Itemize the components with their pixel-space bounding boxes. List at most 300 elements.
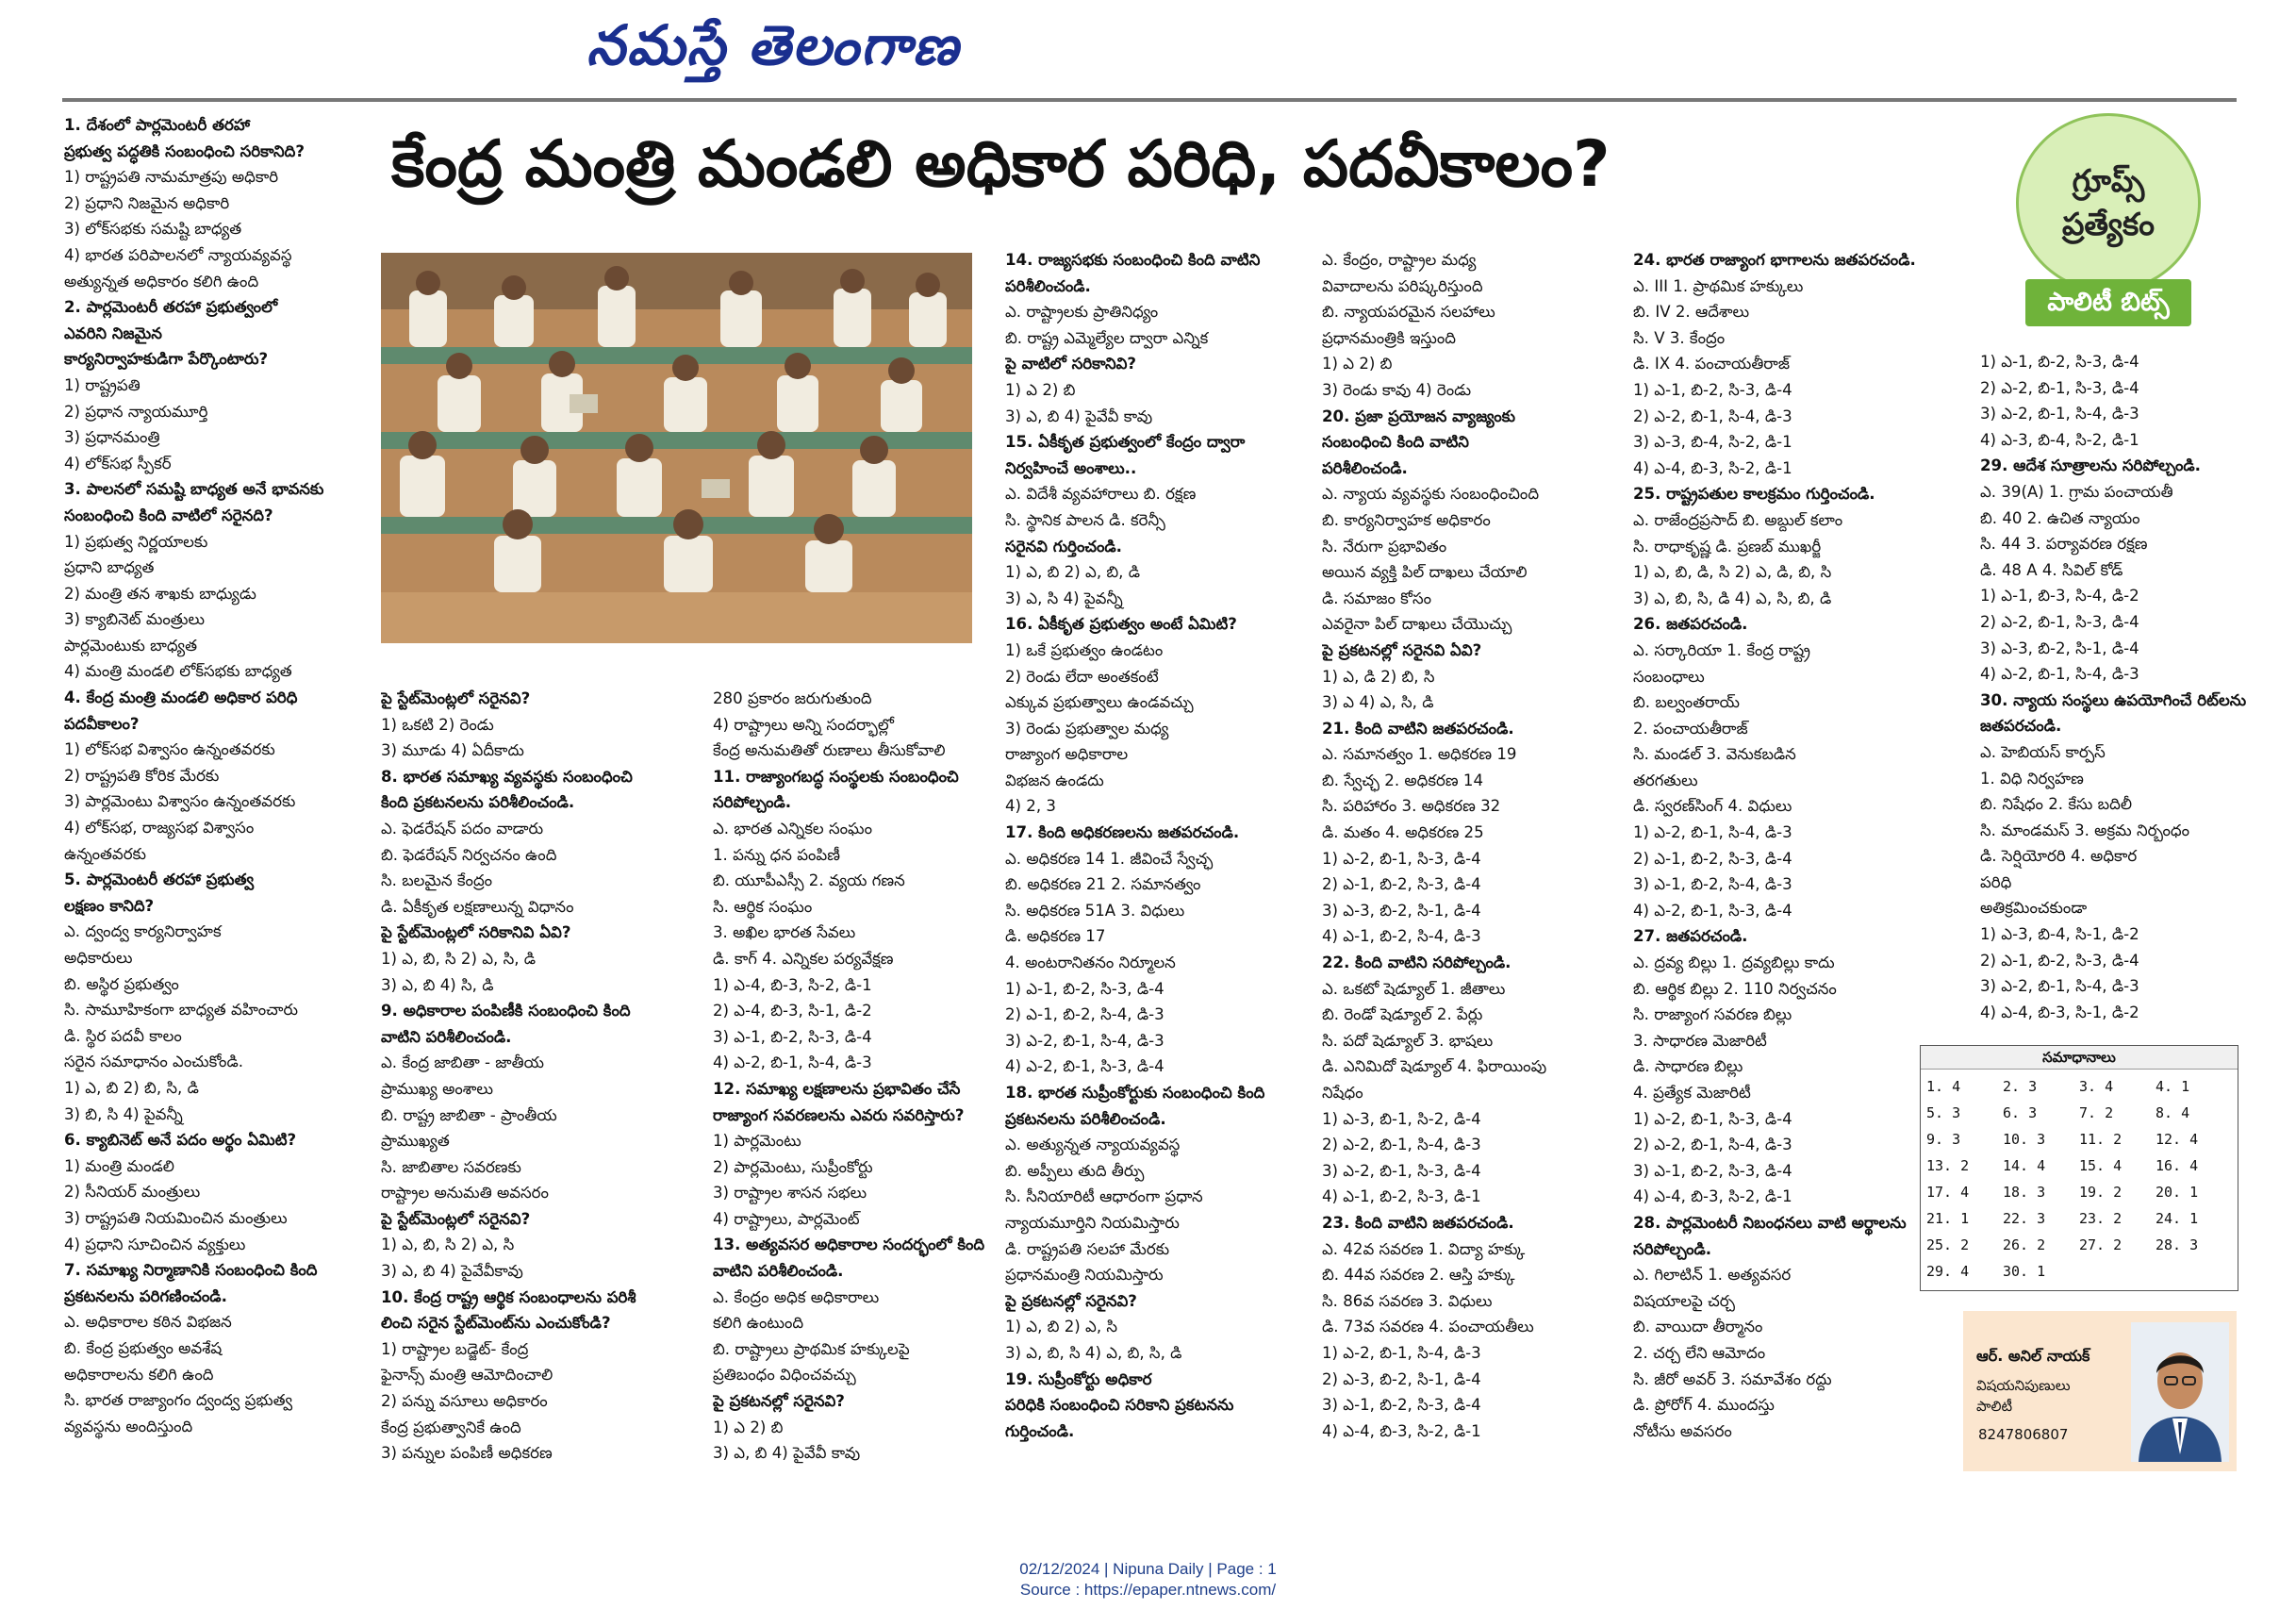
option-text: డి. రాష్ట్రపతి సలహా మేరకు xyxy=(1005,1239,1170,1258)
option-text: 1. పన్ను ధన పంపిణీ xyxy=(713,845,840,864)
option-text: న్యాయమూర్తిని నియమిస్తారు xyxy=(1005,1213,1180,1232)
answer-item: 22. 3 xyxy=(2003,1210,2046,1227)
question-text: 27. జతపరచండి. xyxy=(1633,927,1748,946)
question-text: సరైనవి గుర్తించండి. xyxy=(1005,537,1122,556)
question-text: ప్రభుత్వ పద్ధతికి సంబంధించి సరికానిది? xyxy=(64,141,306,160)
option-text: 3. అఖిల భారత సేవలు xyxy=(713,923,856,942)
question-text: పై ప్రకటనల్లో సరైనవి ఏవి? xyxy=(1322,640,1482,659)
question-text: పరిధికి సంబంధించి సరికాని ప్రకటనను xyxy=(1005,1396,1234,1415)
option-text: 4) ఎ-2, బి-1, సి-3, డి-4 xyxy=(1633,901,1792,920)
answer-item: 6. 3 xyxy=(2003,1104,2038,1121)
option-text: వివాదాలను పరిష్కరిస్తుంది xyxy=(1322,276,1483,295)
option-text: 1) ఎ 2) బి xyxy=(1322,355,1393,373)
option-text: 4) లోక్‌సభ, రాజ్యసభ విశ్వాసం xyxy=(64,819,255,838)
author-name: ఆర్. అనిల్ నాయక్ xyxy=(1976,1347,2090,1365)
option-text: సి. V 3. కేంద్రం xyxy=(1633,328,1726,347)
option-text: ప్రాముఖ్య అంశాలు xyxy=(381,1079,493,1098)
option-text: 1) రాష్ట్రపతి నామమాత్రపు అధికారి xyxy=(64,168,279,187)
answer-item: 7. 2 xyxy=(2079,1104,2114,1121)
answer-item: 2. 3 xyxy=(2003,1078,2038,1095)
option-text: 1) ఎ-3, బి-4, సి-1, డి-2 xyxy=(1980,925,2139,944)
answer-key-title: సమాధానాలు xyxy=(1921,1046,2238,1070)
option-text: నిషేధం xyxy=(1322,1084,1363,1102)
option-text: విషయాలపై చర్చ xyxy=(1633,1291,1735,1310)
option-text: 3) ఎ-2, బి-1, సి-3, డి-4 xyxy=(1322,1161,1481,1180)
option-text: డి. ఎనిమిదో షెడ్యూల్ 4. ఫిరాయింపు xyxy=(1322,1057,1547,1076)
option-text: 2) ఎ-2, బి-1, సి-3, డి-4 xyxy=(1980,378,2139,397)
answer-item: 20. 1 xyxy=(2156,1184,2199,1201)
option-text: 3) ఎ-2, బి-1, సి-4, డి-3 xyxy=(1005,1031,1165,1050)
option-text: 4) ఎ-4, బి-3, సి-2, డి-1 xyxy=(1633,1187,1792,1206)
option-text: 3) ఎ 4) ఎ, సి, డి xyxy=(1322,693,1434,712)
option-text: 3. సాధారణ మెజారిటీ xyxy=(1633,1031,1767,1050)
option-text: ఎ. భారత ఎన్నికల సంఘం xyxy=(713,819,872,838)
badge-tag: పాలిటీ బిట్స్ xyxy=(2025,279,2191,326)
option-text: 4) ఎ-4, బి-3, సి-2, డి-1 xyxy=(1633,458,1792,477)
option-text: ఎ. 42వ సవరణ 1. విద్యా హక్కు xyxy=(1322,1239,1526,1258)
option-text: 4) ఎ-2, బి-1, సి-4, డి-3 xyxy=(713,1053,872,1072)
question-text: గుర్తించండి. xyxy=(1005,1421,1075,1440)
footer-line-1: 02/12/2024 | Nipuna Daily | Page : 1 xyxy=(1019,1560,1277,1578)
option-text: 3) ఎ-2, బి-1, సి-4, డి-3 xyxy=(1980,405,2139,423)
option-text: 2) ఎ-1, బి-2, సి-4, డి-3 xyxy=(1005,1005,1165,1024)
question-text: పరిశీలించండి. xyxy=(1005,276,1091,295)
answer-item: 15. 4 xyxy=(2079,1157,2123,1174)
option-text: 2) ఎ-2, బి-1, సి-4, డి-3 xyxy=(1633,1136,1792,1154)
answer-item: 18. 3 xyxy=(2003,1184,2046,1201)
answer-item: 25. 2 xyxy=(1926,1236,1970,1253)
option-text: ఎ. 39(A) 1. గ్రామ పంచాయతీ xyxy=(1980,482,2173,501)
question-text: పై స్టేట్‌మెంట్లలో సరైనవి? xyxy=(381,1209,531,1228)
question-text: 25. రాష్ట్రపతుల కాలక్రమం గుర్తించండి. xyxy=(1633,485,1875,504)
question-text: 2. పార్లమెంటరీ తరహా ప్రభుత్వంలో xyxy=(64,298,278,317)
option-text: 4) లోక్‌సభ స్పీకర్ xyxy=(64,454,172,473)
option-text: 1) ఎ, బి 2) బి, సి, డి xyxy=(64,1078,199,1097)
option-text: 1) ఎ, బి, సి 2) ఎ, సి xyxy=(381,1236,515,1254)
option-text: 2) రెండు లేదా అంతకంటే xyxy=(1005,667,1159,686)
answer-item: 4. 1 xyxy=(2156,1078,2190,1095)
option-text: 3) ఎ, బి 4) పైవేవీ కావు xyxy=(1005,406,1153,425)
question-text: కింది ప్రకటనలను పరిశీలించండి. xyxy=(381,793,575,812)
option-text: 1) ఎ-1, బి-3, సి-4, డి-2 xyxy=(1980,587,2139,605)
option-text: డి. మతం 4. అధికరణ 25 xyxy=(1322,823,1484,842)
option-text: 4. అంటరానితనం నిర్మూలన xyxy=(1005,954,1176,972)
question-text: 5. పార్లమెంటరీ తరహా ప్రభుత్వ xyxy=(64,871,255,889)
question-text: నిర్వహించే అంశాలు.. xyxy=(1005,458,1137,477)
option-text: డి. ప్రోరోగ్ 4. ముందస్తు xyxy=(1633,1396,1775,1415)
option-text: బి. రాష్ట్రాలు ప్రాథమిక హక్కులపై xyxy=(713,1339,910,1358)
option-text: బి. వాయిదా తీర్మానం xyxy=(1633,1318,1763,1336)
option-text: 2) సీనియర్ మంత్రులు xyxy=(64,1183,201,1202)
question-text: 3. పాలనలో సమష్టి బాధ్యత అనే భావనకు xyxy=(64,480,324,499)
option-text: 1) ఎ 2) బి xyxy=(1005,380,1076,399)
option-text: ఎ. అత్యున్నత న్యాయవ్యవస్థ xyxy=(1005,1136,1181,1154)
option-text: 1) ఎ, బి 2) ఎ, బి, డి xyxy=(1005,563,1140,582)
author-photo xyxy=(2131,1322,2229,1462)
option-text: 3) రాష్ట్రపతి నియమించిన మంత్రులు xyxy=(64,1208,288,1227)
option-text: 1) మంత్రి మండలి xyxy=(64,1156,174,1175)
option-text: 2) ఎ-2, బి-1, సి-4, డి-3 xyxy=(1633,406,1792,425)
option-text: 280 ప్రకారం జరుగుతుంది xyxy=(713,689,872,707)
author-phone: 8247806807 xyxy=(1978,1426,2069,1443)
option-text: ఎ. సమానత్వం 1. అధికరణ 19 xyxy=(1322,745,1517,764)
option-text: డి. ఏకీకృత లక్షణాలున్న విధానం xyxy=(381,897,574,916)
option-text: సరైన సమాధానం ఎంచుకోండి. xyxy=(64,1053,244,1071)
answer-item: 3. 4 xyxy=(2079,1078,2114,1095)
option-text: సి. జీరో అవర్ 3. సమావేశం రద్దు xyxy=(1633,1369,1832,1388)
question-text: పై ప్రకటనల్లో సరైనవి? xyxy=(713,1392,845,1411)
option-text: 1) ప్రభుత్వ నిర్ణయాలకు xyxy=(64,532,208,551)
question-text: 21. కింది వాటిని జతపరచండి. xyxy=(1322,719,1514,738)
option-text: 1) ఒకే ప్రభుత్వం ఉండటం xyxy=(1005,640,1164,659)
option-text: 3) ఎ-3, బి-2, సి-1, డి-4 xyxy=(1980,639,2139,657)
option-text: 3) ఎ, బి 4) పైవేవీకావు xyxy=(381,1262,523,1281)
option-text: డి. సమాజం కోసం xyxy=(1322,589,1432,607)
option-text: 3) ఎ, బి 4) సి, డి xyxy=(381,975,494,994)
option-text: విభజన ఉండదు xyxy=(1005,771,1104,789)
question-text: వాటిని పరిశీలించండి. xyxy=(381,1027,512,1046)
answer-item: 13. 2 xyxy=(1926,1157,1970,1174)
question-text: 11. రాజ్యాంగబద్ధ సంస్థలకు సంబంధించి xyxy=(713,767,959,786)
option-text: అధికారులు xyxy=(64,949,133,967)
question-text: పై ప్రకటనల్లో సరైనవి? xyxy=(1005,1291,1137,1310)
option-text: బి. అప్పీలు తుది తీర్పు xyxy=(1005,1161,1145,1180)
option-text: 1) ఎ, డి 2) బి, సి xyxy=(1322,667,1435,686)
author-role-line-1: విషయనిపుణులు xyxy=(1976,1377,2071,1394)
option-text: 3) ఎ-1, బి-2, సి-4, డి-3 xyxy=(1633,875,1792,894)
answer-item: 30. 1 xyxy=(2003,1263,2046,1280)
answer-item: 11. 2 xyxy=(2079,1131,2123,1148)
question-text: 22. కింది వాటిని సరిపోల్చండి. xyxy=(1322,954,1511,972)
option-text: సి. ఆర్థిక సంఘం xyxy=(713,897,813,916)
option-text: సి. అధికరణ 51A 3. విధులు xyxy=(1005,901,1185,920)
option-text: బి. నిషేధం 2. కేసు బదిలీ xyxy=(1980,795,2132,814)
option-text: ప్రాముఖ్యత xyxy=(381,1132,450,1151)
question-text: 18. భారత సుప్రీంకోర్టుకు సంబంధించి కింది xyxy=(1005,1084,1265,1102)
option-text: 3) ఎ-3, బి-2, సి-1, డి-4 xyxy=(1322,901,1481,920)
option-text: 4) ఎ-4, బి-3, సి-1, డి-2 xyxy=(1980,1003,2139,1021)
option-text: డి. స్వరణ్‌సింగ్ 4. విధులు xyxy=(1633,797,1792,816)
option-text: బి. యూపీఎస్సీ 2. వ్యయ గణన xyxy=(713,871,905,890)
option-text: 1) ఒకటి 2) రెండు xyxy=(381,715,494,734)
question-text: 13. అత్యవసర అధికారాల సందర్భంలో కింది xyxy=(713,1236,985,1254)
parliament-photo-graphic xyxy=(381,253,972,643)
option-text: 2) మంత్రి తన శాఖకు బాధ్యుడు xyxy=(64,584,256,603)
parliament-photo xyxy=(381,253,972,643)
option-text: 1) రాష్ట్రపతి xyxy=(64,375,140,394)
option-text: కలిగి ఉంటుంది xyxy=(713,1314,804,1333)
option-text: ఎ. సర్కారియా 1. కేంద్ర రాష్ట్ర xyxy=(1633,640,1810,659)
question-text: పై వాటిలో సరికానివి? xyxy=(1005,355,1137,373)
option-text: బి. స్వేచ్ఛ 2. అధికరణ 14 xyxy=(1322,771,1483,789)
option-text: ఎ. రాష్ట్రాలకు ప్రాతినిధ్యం xyxy=(1005,303,1159,322)
option-text: ఎ. ద్రవ్య బిల్లు 1. ద్రవ్యబిల్లు కాదు xyxy=(1633,954,1835,972)
option-text: ప్రధానమంత్రికి ఇస్తుంది xyxy=(1322,328,1457,347)
option-text: సి. జాబితాల సవరణకు xyxy=(381,1157,521,1176)
option-text: 4) ఎ-3, బి-4, సి-2, డి-1 xyxy=(1980,430,2139,449)
option-text: సి. భారత రాజ్యాంగం ద్వంద్వ ప్రభుత్వ xyxy=(64,1391,293,1410)
option-text: 1) ఎ, బి, డి, సి 2) ఎ, డి, బి, సి xyxy=(1633,563,1832,582)
answer-item: 8. 4 xyxy=(2156,1104,2190,1121)
option-text: బి. ఫెడరేషన్ నిర్వచనం ఉంది xyxy=(381,845,557,864)
option-text: 1) ఎ, బి 2) ఎ, సి xyxy=(1005,1318,1118,1336)
option-text: నోటీసు అవసరం xyxy=(1633,1421,1732,1440)
option-text: 4) మంత్రి మండలి లోక్‌సభకు బాధ్యత xyxy=(64,662,292,681)
option-text: 2) పార్లమెంటు, సుప్రీంకోర్టు xyxy=(713,1157,873,1176)
option-text: బి. రాష్ట్ర జాబితా - ప్రాంతీయ xyxy=(381,1105,557,1124)
option-text: కేంద్ర అనుమతితో రుణాలు తీసుకోవాలి xyxy=(713,741,946,760)
option-text: సి. సామూహికంగా బాధ్యత వహించారు xyxy=(64,1001,299,1020)
option-text: ఉన్నంతవరకు xyxy=(64,844,146,863)
option-text: ప్రధానమంత్రి నియమిస్తారు xyxy=(1005,1266,1164,1285)
option-text: ఎ. రాజేంద్రప్రసాద్ బి. అబ్దుల్ కలాం xyxy=(1633,510,1843,529)
question-text: 26. జతపరచండి. xyxy=(1633,615,1748,634)
option-text: 1) ఎ-2, బి-1, సి-3, డి-4 xyxy=(1633,1109,1792,1128)
answer-item: 19. 2 xyxy=(2079,1184,2123,1201)
option-text: బి. న్యాయపరమైన సలహాలు xyxy=(1322,303,1495,322)
question-text: 12. సమాఖ్య లక్షణాలను ప్రభావితం చేసే xyxy=(713,1079,961,1098)
answer-item: 12. 4 xyxy=(2156,1131,2199,1148)
option-text: సి. స్థానిక పాలన డి. కరెన్సీ xyxy=(1005,510,1165,529)
option-text: 4. ప్రత్యేక మెజారిటీ xyxy=(1633,1084,1751,1102)
option-text: ఎక్కువ ప్రభుత్వాలు ఉండవచ్చు xyxy=(1005,693,1194,712)
question-text: 19. సుప్రీంకోర్టు అధికార xyxy=(1005,1369,1152,1388)
option-text: 2) ఎ-3, బి-2, సి-1, డి-4 xyxy=(1322,1369,1481,1388)
question-text: 9. అధికారాల పంపిణీకి సంబంధించి కింది xyxy=(381,1002,631,1020)
option-text: సి. 44 3. పర్యావరణ రక్షణ xyxy=(1980,535,2148,554)
option-text: సి. సీనియారిటీ ఆధారంగా ప్రధాన xyxy=(1005,1187,1203,1206)
option-text: 3) బి, సి 4) పైవన్నీ xyxy=(64,1104,183,1123)
option-text: 3) రెండు ప్రభుత్వాల మధ్య xyxy=(1005,719,1169,738)
option-text: సి. బలమైన కేంద్రం xyxy=(381,871,493,890)
option-text: బి. ఆర్థిక బిల్లు 2. 110 నిర్వచనం xyxy=(1633,979,1837,998)
masthead-logo: నమస్తే తెలంగాణ xyxy=(586,13,960,77)
option-text: డి. 73వ సవరణ 4. పంచాయతీలు xyxy=(1322,1318,1534,1336)
question-text: 6. క్యాబినెట్ అనే పదం అర్థం ఏమిటి? xyxy=(64,1131,297,1150)
option-text: వ్యవస్థను అందిస్తుంది xyxy=(64,1417,193,1435)
question-text: సంబంధించి కింది వాటిలో సరైనది? xyxy=(64,506,273,524)
question-text: 4. కేంద్ర మంత్రి మండలి అధికార పరిధి xyxy=(64,688,298,707)
option-text: 1) ఎ-1, బి-2, సి-3, డి-4 xyxy=(1633,380,1792,399)
badge-circle xyxy=(2016,113,2201,292)
question-text: సరిపోల్చండి. xyxy=(1633,1239,1712,1258)
answer-item: 14. 4 xyxy=(2003,1157,2046,1174)
option-text: 3) ఎ-3, బి-4, సి-2, డి-1 xyxy=(1633,433,1792,452)
question-text: 16. ఏకీకృత ప్రభుత్వం అంటే ఏమిటి? xyxy=(1005,615,1237,634)
answer-item: 24. 1 xyxy=(2156,1210,2199,1227)
question-text: ఎవరిని నిజమైన xyxy=(64,323,162,342)
option-text: 4) ఎ-1, బి-2, సి-3, డి-1 xyxy=(1322,1187,1481,1206)
question-column-7 xyxy=(1980,349,2254,1025)
option-text: ఎ. కేంద్రం అధిక అధికారాలు xyxy=(713,1287,880,1306)
option-text: కేంద్ర ప్రభుత్వానికే ఉంది xyxy=(381,1418,521,1436)
option-text: బి. కార్యనిర్వాహక అధికారం xyxy=(1322,510,1491,529)
question-column-1 xyxy=(64,112,362,1439)
question-text: రాజ్యాంగ సవరణలను ఎవరు సవరిస్తారు? xyxy=(713,1105,965,1124)
option-text: అధికారాలను కలిగి ఉంది xyxy=(64,1365,214,1384)
option-text: 1) లోక్‌సభ విశ్వాసం ఉన్నంతవరకు xyxy=(64,740,275,759)
option-text: ఎ. గిలాటిన్ 1. అత్యవసర xyxy=(1633,1266,1792,1285)
author-role-line-2: పాలిటీ xyxy=(1976,1398,2013,1415)
option-text: బి. అస్థిర ప్రభుత్వం xyxy=(64,974,179,993)
option-text: 2) ఎ-2, బి-1, సి-3, డి-4 xyxy=(1980,612,2139,631)
answer-item: 1. 4 xyxy=(1926,1078,1961,1095)
option-text: 2) ఎ-2, బి-1, సి-4, డి-3 xyxy=(1322,1136,1481,1154)
option-text: ఎ. కేంద్రం, రాష్ట్రాల మధ్య xyxy=(1322,251,1477,269)
option-text: 2. పంచాయతీరాజ్ xyxy=(1633,719,1748,738)
option-text: డి. కాగ్ 4. ఎన్నికల పర్యవేక్షణ xyxy=(713,949,894,968)
question-text: 20. ప్రజా ప్రయోజన వ్యాజ్యంకు xyxy=(1322,406,1516,425)
question-text: సరిపోల్చండి. xyxy=(713,793,792,812)
question-text: 8. భారత సమాఖ్య వ్యవస్థకు సంబంధించి xyxy=(381,767,633,786)
option-text: 3) ఎ-1, బి-2, సి-3, డి-4 xyxy=(713,1027,872,1046)
option-text: బి. 44వ సవరణ 2. ఆస్తి హక్కు xyxy=(1322,1266,1515,1285)
footer-line-2: Source : https://epaper.ntnews.com/ xyxy=(1019,1581,1277,1599)
question-text: జతపరచండి. xyxy=(1980,717,2062,736)
option-text: 3) ఎ-1, బి-2, సి-3, డి-4 xyxy=(1322,1396,1481,1415)
option-text: రాజ్యాంగ అధికారాల xyxy=(1005,745,1129,764)
question-text: 15. ఏకీకృత ప్రభుత్వంలో కేంద్రం ద్వారా xyxy=(1005,433,1246,452)
author-role xyxy=(1976,1375,2071,1417)
answer-item: 23. 2 xyxy=(2079,1210,2123,1227)
option-text: బి. బల్వంతరాయ్ xyxy=(1633,693,1740,712)
option-text: 1) ఎ-3, బి-1, సి-2, డి-4 xyxy=(1322,1109,1481,1128)
option-text: 3) రెండు కావు 4) రెండు xyxy=(1322,380,1472,399)
question-column-2 xyxy=(381,686,679,1467)
option-text: ఎ. అధికరణ 14 1. జీవించే స్వేచ్ఛ xyxy=(1005,849,1214,868)
option-text: 4) ఎ-1, బి-2, సి-4, డి-3 xyxy=(1322,927,1481,946)
question-text: 10. కేంద్ర రాష్ట్ర ఆర్థిక సంబంధాలను పరిశీ xyxy=(381,1287,636,1306)
question-text: 14. రాజ్యసభకు సంబంధించి కింది వాటిని xyxy=(1005,251,1261,269)
question-text: 7. సమాఖ్య నిర్మాణానికి సంబంధించి కింది xyxy=(64,1261,318,1280)
option-text: 4) రాష్ట్రాలు, పార్లమెంట్ xyxy=(713,1209,860,1228)
option-text: 2) ఎ-1, బి-2, సి-3, డి-4 xyxy=(1633,849,1792,868)
option-text: సి. రాధాకృష్ణ డి. ప్రణబ్ ముఖర్జీ xyxy=(1633,537,1822,556)
option-text: 1) ఎ-4, బి-3, సి-2, డి-1 xyxy=(713,975,872,994)
option-text: అయిన వ్యక్తి పిల్ దాఖలు చేయాలి xyxy=(1322,563,1528,582)
option-text: ఎ. ఫెడరేషన్ పదం వాడారు xyxy=(381,819,544,838)
option-text: సి. రాజ్యాంగ సవరణ బిల్లు xyxy=(1633,1005,1792,1024)
option-text: అతిక్రమించకుండా xyxy=(1980,899,2088,918)
question-text: పై స్టేట్‌మెంట్లలో సరైనవి? xyxy=(381,689,531,707)
option-text: 4) ఎ-4, బి-3, సి-2, డి-1 xyxy=(1322,1421,1481,1440)
option-text: సి. 86వ సవరణ 3. విధులు xyxy=(1322,1291,1493,1310)
option-text: 2) ప్రధాని నిజమైన అధికారి xyxy=(64,193,230,212)
option-text: బి. రెండో షెడ్యూల్ 2. పేర్లు xyxy=(1322,1005,1483,1024)
answer-item: 27. 2 xyxy=(2079,1236,2123,1253)
option-text: 3) లోక్‌సభకు సమష్టి బాధ్యత xyxy=(64,220,242,239)
answer-item: 26. 2 xyxy=(2003,1236,2046,1253)
option-text: సి. పదో షెడ్యూల్ 3. భాషలు xyxy=(1322,1031,1494,1050)
option-text: 4) రాష్ట్రాలు అన్ని సందర్భాల్లో xyxy=(713,715,895,734)
option-text: 3) పార్లమెంటు విశ్వాసం ఉన్నంతవరకు xyxy=(64,792,296,811)
option-text: 3) ఎ, సి 4) పైవన్నీ xyxy=(1005,589,1123,607)
option-text: డి. 48 A 4. సివిల్ కోడ్ xyxy=(1980,560,2123,579)
option-text: ఎ. న్యాయ వ్యవస్థకు సంబంధించింది xyxy=(1322,485,1540,504)
option-text: పార్లమెంటుకు బాధ్యత xyxy=(64,636,198,655)
question-text: 24. భారత రాజ్యాంగ భాగాలను జతపరచండి. xyxy=(1633,251,1916,269)
option-text: బి. రాష్ట్ర ఎమ్మెల్యేల ద్వారా ఎన్నిక xyxy=(1005,328,1209,347)
headline: కేంద్ర మంత్రి మండలి అధికార పరిధి, పదవీకాలం? xyxy=(391,127,1611,202)
option-text: అత్యున్నత అధికారం కలిగి ఉంది xyxy=(64,272,259,290)
badge-line-2: ప్రత్యేకం xyxy=(2061,206,2156,242)
question-text: ప్రకటనలను పరిశీలించండి. xyxy=(1005,1109,1166,1128)
option-text: ఎ. కేంద్ర జాబితా - జాతీయ xyxy=(381,1053,544,1072)
question-column-4 xyxy=(1005,247,1316,1444)
option-text: 4) ఎ-2, బి-1, సి-4, డి-3 xyxy=(1980,665,2139,684)
header-rule xyxy=(62,98,2237,102)
question-text: 28. పార్లమెంటరీ నిబంధనలు వాటి అర్థాలను xyxy=(1633,1213,1907,1232)
option-text: ప్రధాని బాధ్యత xyxy=(64,558,155,577)
question-text: 30. న్యాయ సంస్థలు ఉపయోగించే రిట్‌లను xyxy=(1980,690,2247,709)
option-text: తరగతులు xyxy=(1633,771,1698,789)
question-text: కార్యనిర్వాహకుడిగా పేర్కొంటారు? xyxy=(64,350,269,369)
option-text: 1) ఎ-2, బి-1, సి-4, డి-3 xyxy=(1633,823,1792,842)
option-text: డి. అధికరణ 17 xyxy=(1005,927,1106,946)
option-text: ఎ. ఒకటో షెడ్యూల్ 1. జీతాలు xyxy=(1322,979,1506,998)
option-text: 2) ఎ-4, బి-3, సి-1, డి-2 xyxy=(713,1002,872,1020)
option-text: 1) ఎ-2, బి-1, సి-3, డి-4 xyxy=(1322,849,1481,868)
option-text: 1) పార్లమెంటు xyxy=(713,1132,801,1151)
option-text: బి. కేంద్ర ప్రభుత్వం అవశేష xyxy=(64,1338,223,1357)
option-text: 1) రాష్ట్రాల బడ్జెట్- కేంద్ర xyxy=(381,1339,529,1358)
answer-item: 17. 4 xyxy=(1926,1184,1970,1201)
option-text: 4) భారత పరిపాలనలో న్యాయవ్యవస్థ xyxy=(64,245,292,264)
answer-item: 5. 3 xyxy=(1926,1104,1961,1121)
question-text: 29. ఆదేశ సూత్రాలను సరిపోల్చండి. xyxy=(1980,456,2201,475)
option-text: డి. సెర్షియోరరి 4. అధికార xyxy=(1980,847,2138,866)
question-text: 17. కింది అధికరణలను జతపరచండి. xyxy=(1005,823,1240,842)
option-text: ఎవరైనా పిల్ దాఖలు చేయొచ్చు xyxy=(1322,615,1512,634)
option-text: రాష్ట్రాల అనుమతి అవసరం xyxy=(381,1184,549,1203)
option-text: పరిధి xyxy=(1980,872,2012,891)
option-text: 4) ఎ-2, బి-1, సి-3, డి-4 xyxy=(1005,1057,1165,1076)
option-text: 3) ఎ-1, బి-2, సి-3, డి-4 xyxy=(1633,1161,1792,1180)
option-text: డి. స్థిర పదవీ కాలం xyxy=(64,1026,182,1045)
option-text: 1) ఎ-1, బి-2, సి-3, డి-4 xyxy=(1980,353,2139,371)
answer-item: 29. 4 xyxy=(1926,1263,1970,1280)
option-text: సి. మాండమస్ 3. అక్రమ నిర్బంధం xyxy=(1980,821,2190,839)
option-text: 3) రాష్ట్రాల శాసన సభలు xyxy=(713,1184,867,1203)
badge-line-1: గ్రూప్స్ xyxy=(2072,162,2145,199)
answer-item: 16. 4 xyxy=(2156,1157,2199,1174)
option-text: బి. IV 2. ఆదేశాలు xyxy=(1633,303,1750,322)
option-text: 2) పన్ను వసూలు అధికారం xyxy=(381,1392,548,1411)
question-text: లించి సరైన స్టేట్‌మెంట్‌ను ఎంచుకోండి? xyxy=(381,1314,611,1333)
question-text: వాటిని పరిశీలించండి. xyxy=(713,1262,844,1281)
option-text: ఎ. ద్వంద్వ కార్యనిర్వాహక xyxy=(64,922,222,941)
option-text: బి. అధికరణ 21 2. సమానత్వం xyxy=(1005,875,1201,894)
question-column-6 xyxy=(1633,247,1916,1444)
option-text: 2) ఎ-1, బి-2, సి-3, డి-4 xyxy=(1980,951,2139,970)
option-text: 4) ప్రధాని సూచించిన వ్యక్తులు xyxy=(64,1235,246,1253)
option-text: సి. నేరుగా ప్రభావితం xyxy=(1322,537,1447,556)
option-text: 3) ఎ, బి, సి, డి 4) ఎ, సి, బి, డి xyxy=(1633,589,1832,607)
option-text: 2. చర్చ లేని ఆమోదం xyxy=(1633,1343,1766,1362)
option-text: ఎ. అధికారాల కఠిన విభజన xyxy=(64,1313,232,1332)
option-text: ఎ. III 1. ప్రాథమిక హక్కులు xyxy=(1633,276,1804,295)
option-text: ఎ. విదేశీ వ్యవహారాలు బి. రక్షణ xyxy=(1005,485,1197,504)
question-text: ప్రకటనలను పరిగణించండి. xyxy=(64,1286,227,1305)
question-text: సంబంధించి కింది వాటిని xyxy=(1322,433,1469,452)
option-text: ఫైనాన్స్ మంత్రి ఆమోదించాలి xyxy=(381,1366,553,1385)
option-text: 2) రాష్ట్రపతి కోరిక మేరకు xyxy=(64,766,220,785)
answer-key-box xyxy=(1920,1045,2238,1291)
question-text: పై స్టేట్‌మెంట్లలో సరికానివి ఏవి? xyxy=(381,923,571,942)
option-text: బి. 40 2. ఉచిత న్యాయం xyxy=(1980,508,2140,527)
question-text: పరిశీలించండి. xyxy=(1322,458,1408,477)
question-text: 1. దేశంలో పార్లమెంటరీ తరహా xyxy=(64,116,250,134)
